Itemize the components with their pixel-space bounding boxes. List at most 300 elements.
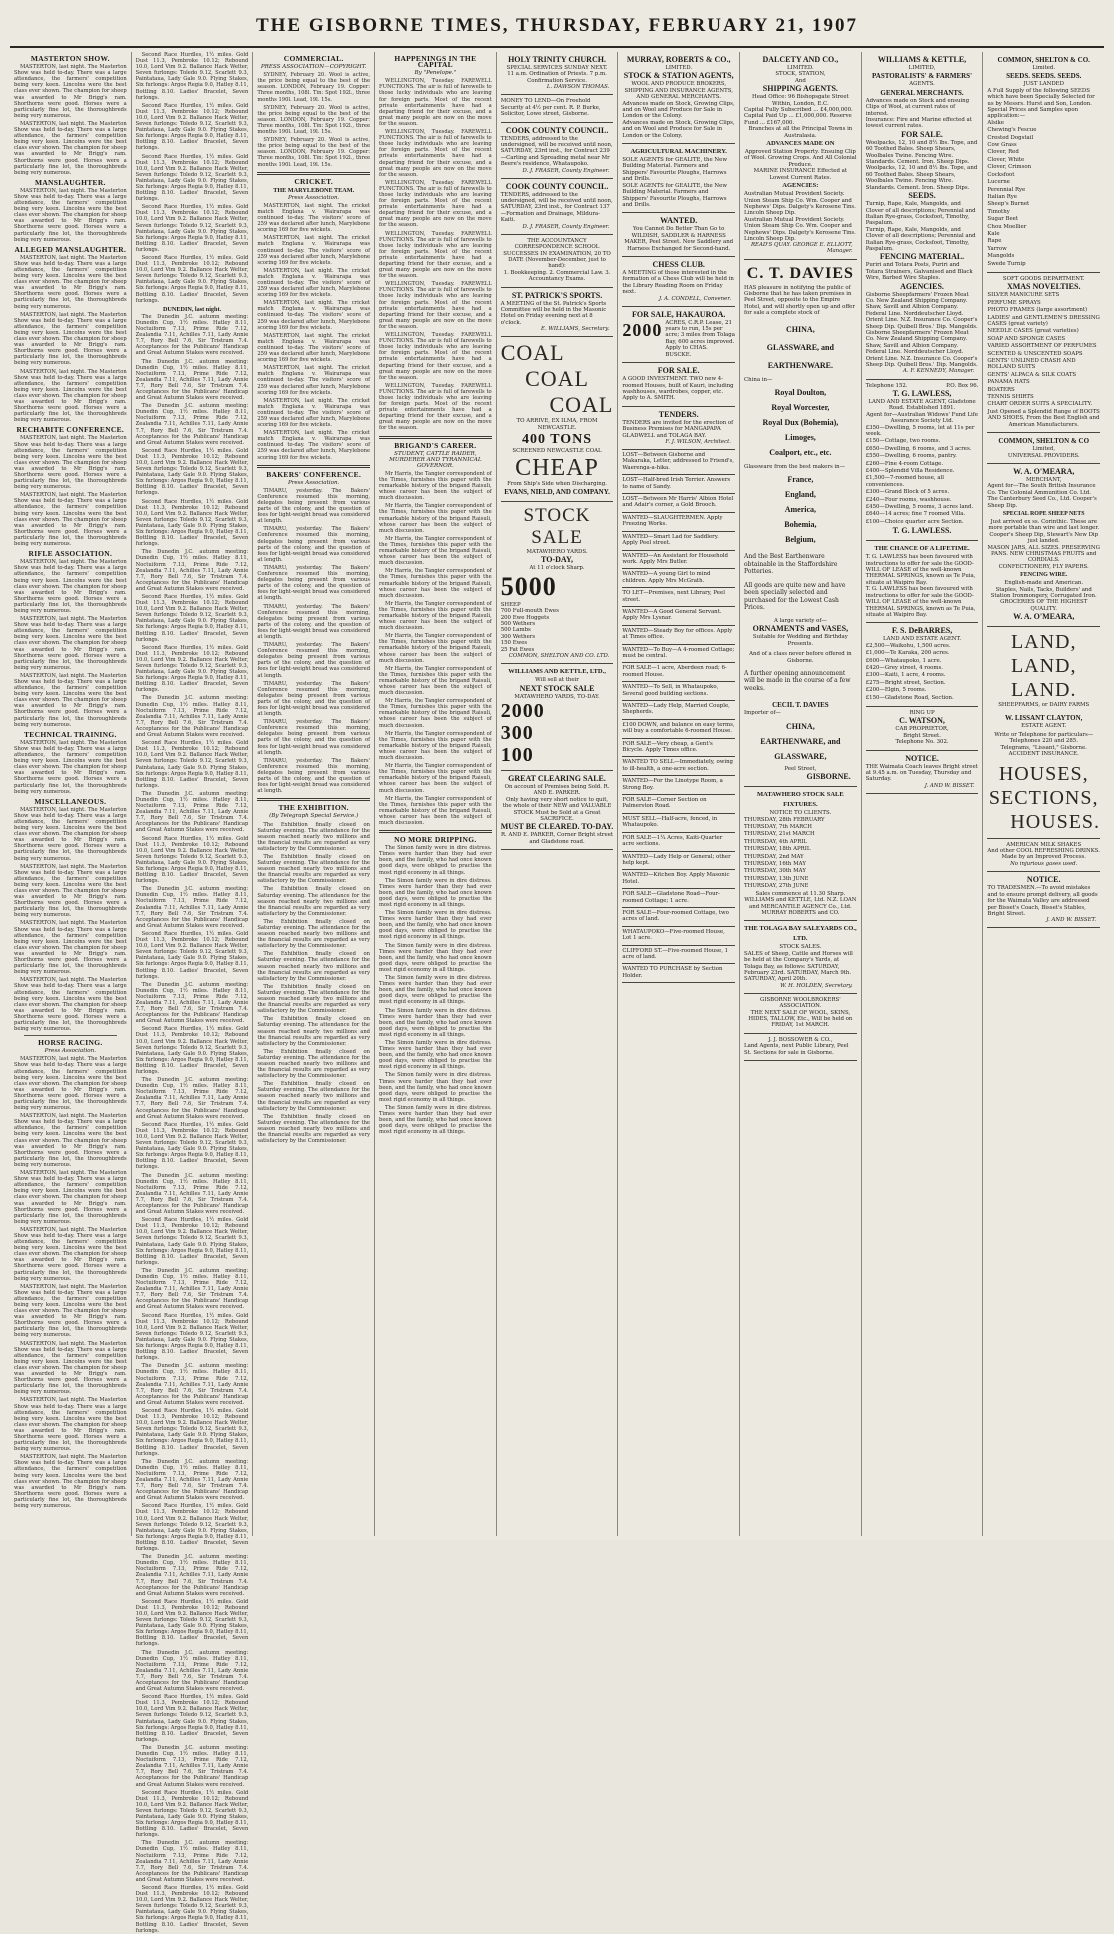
property-item: £450—Dwelling, 5 rooms, 3 acres land.: [865, 504, 974, 511]
ad-signature: L. DAWSON THOMAS.: [546, 84, 610, 91]
article-text: The Exhibition finally closed on Saturday evening. The attendance for the season reached nearly two millions and the financial results are regarded as very satisfactory by the Commissioner.: [257, 983, 371, 1015]
article-text: MASTERTON, last night. The Masterton Show was held to-day. There was a large attendance, the farmers' competition being very keen. Lincolns were the best class ever shown. The champion for sheep was awarded to Mr Brigg's ram. Shorthorns were good. Horses were a particularly fine lot, the thoroughbreds being very numerous.: [14, 64, 127, 119]
classified-ad: [622, 927, 735, 946]
ad-line: ACRES, C.R.P. Lease, 21 years to run, 15s per acre; 3 miles from Tolaga Bay, 600 acres improved. Apply to CHAS. BUSCKE.: [665, 319, 735, 358]
article-text: Second Race Hurdles, 1½ miles. Gold Dust 11.3, Pembroke 10.12; Rebound 10.0, Lord Vim 9.2. Ballance Hack Welter, Seven furlongs: Toledo 9.12, Scarlett 9.3, Paintataua, Lady Gale 9.0. Flying Stakes, Six furlongs: Argos Regia 9.0, Hatley 8.11, Bottling 8.10. Ladies' Bracelet, Seven furlongs.: [135, 447, 249, 497]
column-8: [862, 52, 984, 1536]
heading-misc: MISCELLANEOUS.: [34, 796, 107, 806]
article-text: MASTERTON, last night. The Masterton Show was held to-day. There was a large attendance, the farmers' competition being very keen. Lincolns were the best class ever shown. The champion for sheep was awarded to Mr Brigg's ram. Shorthorns were good. Horses were a particularly fine lot, the thoroughbreds being very numerous.: [14, 672, 127, 728]
classified-ad: [622, 682, 735, 701]
property-list: [866, 425, 979, 526]
ad-signature: W. A. O'MEARA,: [1013, 612, 1075, 622]
seed-item: Sheep's Burnet: [987, 201, 1030, 208]
seed-item: Perennial Rye: [987, 186, 1026, 193]
property-item: £200—Elgin, 5 rooms.: [865, 687, 927, 694]
property-item: £2,500—Waikohu, 1,500 acres.: [865, 642, 951, 649]
ad-line: China in—: [744, 376, 773, 383]
ad-title: COMMON, SHELTON & CO.: [997, 56, 1090, 64]
stock-item: 150 Ewes: [500, 640, 528, 647]
ad-title: F. S. DeBARRES,: [891, 626, 953, 636]
article-text: Second Race Hurdles, 1½ miles. Gold Dust 11.3, Pembroke 10.12; Rebound 10.0, Lord Vim 9.2. Ballance Hack Welter, Seven furlongs: Toledo 9.12, Scarlett 9.3, Paintataua, Lady Gale 9.0. Flying Stakes, Six furlongs: Argos Regia 9.0, Hatley 8.11, Bottling 8.10. Ladies' Bracelet, Seven furlongs.: [135, 204, 249, 253]
classified-text: FOR SALE—Very cheap, a Gent's Bicycle. Apply Times office.: [622, 740, 713, 754]
ad-line: ACCIDENT INSURANCE.: [1008, 751, 1079, 758]
ad-line: Glassware from the best makers in—: [744, 463, 846, 470]
article-text: WELLINGTON, Tuesday. FAREWELL FUNCTIONS. The air is full of farewells to those lucky individuals who are leaving for foreign parts. Most of the recent private entertainments have had a departing friend for their excuse, and a great many people are now on the move for the season.: [379, 179, 492, 229]
stock-item: 500 Lambs: [500, 627, 531, 634]
ad-chance-lifetime: [866, 541, 979, 623]
ad-number: 100: [500, 743, 534, 766]
ad-line: NOTICE TO CLIENTS.: [769, 810, 832, 817]
ad-cook-county-1: [501, 123, 614, 179]
ad-line: Just arrived ex ss. Corinthic. These are more portable than wire and last longer.: [988, 518, 1100, 532]
seed-item: Rape: [987, 238, 1002, 245]
goods-item: TENNIS SHIRTS: [987, 394, 1034, 401]
ad-line: MATAWHERO YARDS.: [526, 548, 588, 555]
divider: [379, 830, 492, 833]
article-text: TIMARU, yesterday. The Bakers' Conference resumed this morning, delegates being present from various parts of the colony, and the question of fees for light-weight bread was considered at length.: [257, 603, 371, 640]
ad-line: MASON JARS, ALL SIZES. PRESERVING PANS. NEW CHRISTMAS FRUITS and CORDIALS.: [987, 544, 1100, 564]
ad-line: EARTHENWARE.: [767, 360, 834, 370]
divider: [257, 172, 370, 175]
column-4: [375, 52, 497, 1536]
article-text: The Dunedin J.C. autumn meeting: Dunedin Cup, 1½ miles. Hatley 8.11, Noctuiform 7.13, Prime Ride 7.12, Zealandia 7.11, Achilles 7.11, Lady Annie 7.7, Rory Bell 7.6, Sir Tristram 7.4. Acceptances for the Publicans' Handicap and Great Autumn Stakes were received.: [135, 1458, 249, 1502]
ad-line: EARTHENWARE, and: [760, 736, 841, 746]
ad-line: NEXT STOCK SALE: [519, 683, 595, 693]
article-text: Mr Harris, the Tangier correspondent of the Times, furnishes this paper with the remarkable history of the brigand Raisuli, whose career has been the subject of much discussion.: [379, 795, 492, 826]
article-text: The Simon family were in dire distress. Times were harder than they had ever been, and the family, who had once known good days, were obliged to practise the most rigid economy in all things.: [379, 1039, 492, 1071]
ad-title: FOR SALE, HAKAUROA.: [632, 309, 726, 319]
article-text: Mr Harris, the Tangier correspondent of the Times, furnishes this paper with the remarkable history of the brigand Raisuli, whose career has been the subject of much discussion.: [379, 535, 492, 567]
goods-item: GENTS' ALPACA & SILK COATS: [987, 371, 1077, 378]
article-text: MASTERTON, last night. The cricket match Englana v. Wairarapa was continued to-day. The visitors' score of 259 was declared after lunch, Marylebone scoring 169 for five wickets.: [257, 397, 371, 429]
seed-item: Swede Turnip: [987, 260, 1026, 267]
ad-line: All goods are quite new and have been specially selected and purchased for the Lowest Cash Prices.: [744, 581, 846, 612]
article-text: MASTERTON, last night. The Masterton Show was held to-day. There was a large attendance, the farmers' competition being very keen. Lincolns were the best class ever shown. The champion for sheep was awarded to Mr Brigg's ram. Shorthorns were good. Horses were a particularly fine lot, the thoroughbreds being very numerous.: [14, 1397, 127, 1453]
article-text: Mr Harris, the Tangier correspondent of the Times, furnishes this paper with the remarkable history of the brigand Raisuli, whose career has been the subject of much discussion.: [379, 470, 492, 502]
article-text: The Dunedin J.C. autumn meeting: Dunedin Cup, 1½ miles. Hatley 8.11, Noctuiform 7.13, Prime Ride 7.12, Zealandia 7.11, Achilles 7.11, Lady Annie 7.7, Rory Bell 7.6, Sir Tristram 7.4. Acceptances for the Publicans' Handicap and Great Autumn Stakes were received.: [135, 1744, 249, 1788]
classified-text: WHATAUPOKO—Five-roomed House, Lot 1 acre.: [622, 928, 725, 942]
article-text: The Exhibition finally closed on Saturday evening. The attendance for the season reached nearly two millions and the financial results are regarded as very satisfactory by the Commissioner.: [257, 951, 371, 982]
classified-text: WANTED—Steady Boy for offices. Apply at Times office.: [622, 627, 733, 641]
ad-signature: E. WILLIAMS, Secretary.: [541, 326, 610, 333]
ad-line: A further opening announcement will be made in the course of a few weeks.: [744, 669, 851, 692]
ad-line: CHINA,: [786, 721, 815, 731]
ad-line: STOCK, STATION,: [775, 71, 826, 78]
ad-line: Cooper's Sheep Dip, Stewart's New Dip just landed.: [989, 531, 1099, 545]
property-item: £400—Splendid Villa Residence.: [865, 468, 955, 474]
ad-cheap: CHEAP: [515, 454, 599, 481]
ad-line: LIMITED.: [665, 65, 693, 71]
classified-ad: [622, 494, 735, 513]
ad-line: ESTATE AGENT.: [1021, 722, 1067, 729]
article-text: Second Race Hurdles, 1½ miles. Gold Dust 11.3, Pembroke 10.12; Rebound 10.0, Lord Vim 9.2. Ballance Hack Welter, Seven furlongs: Toledo 9.12, Scarlett 9.3, Paintataua, Lady Gale 9.0. Flying Stakes, Six furlongs: Argos Regia 9.0, Hatley 8.11, Bottling 8.10. Ladies' Bracelet, Seven furlongs.: [135, 498, 249, 548]
goods-list: [987, 292, 1100, 408]
ad-line: SHEEPFARMS, or DAIRY FARMS: [998, 702, 1090, 709]
article-text: The Dunedin J.C. autumn meeting: Dunedin Cup, 1½ miles. Hatley 8.11, Noctuiform 7.13, Prime Ride 7.12, Zealandia 7.11, Achilles 7.11, Lady Annie 7.7, Rory Bell 7.6, Sir Tristram 7.4. Acceptances for the Publicans' Handicap and Great Autumn Stakes were received.: [135, 313, 249, 357]
ad-line: Woolpacks, 12, 10 and 8½ lbs. Tope, and 60 Toothed Bales. Sheep Shears, Woolbales Twine. Fencing Wire. Standards. Cement. Iron. Sheep Dips.: [865, 139, 978, 166]
ad-title: MATAWHERO STOCK SALE FIXTURES.: [757, 791, 844, 809]
ad-clearing-sale: [501, 771, 614, 850]
ad-line: CAB PROPRIETOR,: [895, 726, 949, 733]
ad-milk-shakes: [987, 839, 1100, 873]
ad-line: A MEETING of those interested in the formation of a Chess Club will be held in the Library Reading Room on Friday next.: [622, 269, 734, 296]
property-item: £150—Gladstone Road, Section.: [865, 694, 954, 701]
ad-subtitle: FOR SALE.: [901, 129, 943, 139]
ad-investment: [622, 363, 735, 407]
article-text: The Simon family were in dire distress. Times were harder than they had ever been, and the family, who had once known good days, were obliged to practise the most rigid economy in all things.: [379, 910, 492, 941]
ad-line: HAS pleasure in notifying the public of Gisborne that he has taken premises in Peel Street, opposite to the Empire Hotel, and will shortly open up and offer for sale a complete stock of: [744, 284, 855, 317]
ad-line: Australian Mutual Provident Society. Union Steam Ship Co. Wm. Cooper and Nephews' Dips. Dalgety's Kerosene Tins. Lincoln Sheep Dip.: [744, 191, 856, 217]
seed-item: Yarrow: [987, 245, 1007, 252]
classified-text: £100 DOWN, and balance on easy terms, will buy a comfortable 6-roomed House.: [622, 721, 735, 735]
stock-item: 200 Ewe Hoggets: [500, 614, 550, 621]
ad-common-shelton-seeds: [987, 52, 1100, 273]
ad-line: SEEDS. SEEDS. SEEDS.: [1006, 72, 1082, 81]
classified-text: WANTED—Kitchen Boy. Apply Masonic Hotel.: [622, 872, 730, 885]
ad-line: Advances made on Stock and ensuing Clips of Wool, at current rates of interest.: [865, 97, 970, 117]
heading-manslaughter: MANSLAUGHTER.: [34, 177, 106, 187]
seed-item: Crested Dogstail: [987, 134, 1034, 141]
article-text: MASTERTON, last night. The cricket match Englana v. Wairarapa was continued to-day. The visitors' score of 259 was declared after lunch, Marylebone scoring 169 for five wickets.: [257, 365, 371, 396]
ad-country: France,: [787, 475, 814, 485]
article-text: TIMARU, yesterday. The Bakers' Conference resumed this morning, delegates being present from various parts of the colony, and the question of fees for light-weight bread was considered at length.: [257, 564, 371, 602]
property-item: £1,000—Te Karaka, 200 acres.: [865, 650, 950, 657]
article-text: WELLINGTON, Tuesday. FAREWELL FUNCTIONS. The air is full of farewells to those lucky individuals who are leaving for foreign parts. Most of the recent private entertainments have had a departing friend for their excuse, and a great many people are now on the move for the season.: [379, 78, 492, 127]
article-text: MASTERTON, last night. The Masterton Show was held to-day. There was a large attendance, the farmers' competition being very keen. Lincolns were the best class ever shown. The champion for sheep was awarded to Mr Brigg's ram. Shorthorns were good. Horses were a particularly fine lot, the thoroughbreds being very numerous.: [14, 1056, 127, 1112]
article-text: Second Race Hurdles, 1½ miles. Gold Dust 11.3, Pembroke 10.12; Rebound 10.0, Lord Vim 9.2. Ballance Hack Welter, Seven furlongs: Toledo 9.12, Scarlett 9.3, Paintataua, Lady Gale 9.0. Flying Stakes, Six furlongs: Argos Regia 9.0, Hatley 8.11, Bottling 8.10. Ladies' Bracelet, Seven furlongs.: [135, 1026, 249, 1075]
goods-item: PANAMA HATS: [987, 379, 1030, 386]
ad-line: SALES of Sheep, Cattle and Horses will be held at the Company's Yards, at Tolaga Bay, as follows: SATURDAY, February 23rd. SATURDAY, March 9th. SATURDAY, April 20th.: [744, 950, 853, 983]
ad-number: 2000: [622, 319, 663, 340]
article-text: WELLINGTON, Tuesday. FAREWELL FUNCTIONS. The air is full of farewells to those lucky individuals who are leaving for foreign parts. Most of the recent private entertainments have had a departing friend for their excuse, and a great many people are now on the move for the season.: [379, 129, 492, 178]
ad-line: Gisborne Sheepfarmers' Frozen Meat Co. New Zealand Shipping Company. Shaw, Savill and Albion Company. Federal Line. Norddeutscher Lloyd. Orient Line. N.Z. Insurance Co. Cooper's Sheep Dip. Quibell Bros.' Dip. Mangolds.: [865, 291, 978, 330]
article-text: TIMARU, yesterday. The Bakers' Conference resumed this morning, delegates being present from various parts of the colony, and the question of fees for light-weight bread was considered at length.: [257, 680, 371, 718]
ad-title: THE TOLAGA BAY SALEYARDS CO., LTD.: [744, 925, 857, 943]
property-item: £550—Dwelling, 6 rooms, pantry.: [865, 453, 957, 460]
ad-hakauroa: [622, 307, 735, 363]
newspaper-title: THE GISBORNE TIMES, THURSDAY, FEBRUARY 21, 1907: [255, 15, 859, 36]
article-text: The Dunedin J.C. autumn meeting: Dunedin Cup, 1½ miles. Hatley 8.11, Noctuiform 7.13, Prime Ride 7.12, Zealandia 7.11, Achilles 7.11, Lady Annie 7.7, Rory Bell 7.6, Sir Tristram 7.4. Acceptances for the Publicans' Handicap and Great Autumn Stakes were received.: [135, 1840, 249, 1883]
ad-line: TO ARRIVE, EX ILMA, FROM NEWCASTLE.: [516, 418, 598, 431]
classified-ad: [622, 852, 735, 871]
ad-notice-tradesmen: [987, 872, 1100, 928]
ad-line: CONFECTIONERY, FLY PAPERS.: [998, 563, 1089, 570]
ad-number: 5000: [500, 571, 557, 601]
ad-line: TENDERS, addressed to the undersigned, will be received until noon, SATURDAY, 23rd inst., for Contract 239—Carting and Spreading metal near Mr Beere's residence, Whataupoko.: [500, 135, 613, 168]
fixture-date: THURSDAY, 13th JUNE: [744, 875, 809, 882]
article-text: Second Race Hurdles, 1½ miles. Gold Dust 11.3, Pembroke 10.12; Rebound 10.0, Lord Vim 9.2. Ballance Hack Welter, Seven furlongs: Toledo 9.12, Scarlett 9.3, Paintataua, Lady Gale 9.0. Flying Stakes, Six furlongs: Argos Regia 9.0, Hatley 8.11, Bottling 8.10. Ladies' Bracelet, Seven furlongs.: [135, 102, 249, 152]
ad-line: GISBORNE.: [806, 772, 851, 782]
ad-stock-sale: [501, 502, 614, 664]
ad-agent: W. LISSANT CLAYTON,: [1004, 713, 1083, 722]
ad-line: SHIPPING AGENTS.: [762, 84, 838, 94]
ad-line: Limited,: [1032, 446, 1056, 453]
ad-signature: J. A. CONDELL, Convener.: [659, 295, 732, 302]
ad-tons: 400 TONS: [521, 432, 593, 448]
article-text: MASTERTON, last night. The Masterton Show was held to-day. There was a large attendance, the farmers' competition being very keen. Lincolns were the best class ever shown. The champion for sheep was awarded to Mr Brigg's ram. Shorthorns were good. Horses were a particularly fine lot, the thoroughbreds being very numerous.: [14, 739, 127, 795]
classified-text: MUST SELL—Half-acre, fenced, in Whataupoko.: [622, 815, 718, 829]
ad-line: TENDERS are invited for the erection of Business Premises for MANGAPAPA GLADWELL and TOLAGA BAY.: [622, 419, 734, 439]
classifieds-list: [622, 450, 735, 983]
ad-notice-coach: [866, 751, 979, 794]
ad-title: COOK COUNTY COUNCIL.: [505, 181, 609, 191]
column-2: [132, 52, 254, 1934]
fixture-date: THURSDAY, 16th MAY: [744, 861, 806, 868]
article-text: Second Race Hurdles, 1½ miles. Gold Dust 11.3, Pembroke 10.12; Rebound 10.0, Lord Vim 9.2. Ballance Hack Welter, Seven furlongs: Toledo 9.12, Scarlett 9.3, Paintataua, Lady Gale 9.0. Flying Stakes, Six furlongs: Argos Regia 9.0, Hatley 8.11, Bottling 8.10. Ladies' Bracelet, Seven furlongs.: [135, 1598, 249, 1648]
ad-line: SUCCESSES IN EXAMINATION, 20 TO DATE (November-December, just to hand):: [503, 250, 611, 270]
seed-item: Clover, Crimson: [987, 164, 1032, 171]
ad-line: Head Office: 96 Bishopsgate Street Within, London, E.C.: [752, 94, 849, 107]
ad-ct-davies: [744, 260, 857, 788]
ad-land: [987, 627, 1100, 838]
ad-lawless: [866, 380, 979, 542]
article-text: MASTERTON, last night. The cricket match Englana v. Wairarapa was continued to-day. The visitors' score of 259 was declared after lunch, Marylebone scoring 169 for five wickets.: [257, 332, 371, 364]
heading-cricket: CRICKET.: [294, 176, 334, 186]
seed-item: Lucerne: [987, 179, 1010, 186]
fixture-dates: [744, 817, 857, 890]
classified-ad: [622, 720, 735, 739]
article-text: Second Race Hurdles, 1½ miles. Gold Dust 11.3, Pembroke 10.12; Rebound 10.0, Lord Vim 9.2. Ballance Hack Welter, Seven furlongs: Toledo 9.12, Scarlett 9.3, Paintataua, Lady Gale 9.0. Flying Stakes, Six furlongs: Argos Regia 9.0, Hatley 8.11, Bottling 8.10. Ladies' Bracelet, Seven furlongs.: [135, 1885, 249, 1934]
goods-item: PERFUME SPRAYS: [987, 299, 1041, 306]
classified-text: WANTED—Smart Lad for Saddlery. Apply Peel street.: [622, 533, 719, 547]
ad-line: Insurance: Fire and Marine effected at lowest current rates.: [865, 117, 972, 130]
ad-line: 11 a.m. Ordination of Priests. 7 p.m. Confirmation Service.: [507, 71, 607, 84]
classified-text: FOR SALE—1¼ Acres, Kaiti-Quarter acre sections.: [622, 834, 723, 848]
property-item: £300—Kaiti, 1 acre, 4 rooms.: [865, 672, 946, 679]
article-text: Second Race Hurdles, 1½ miles. Gold Dust 11.3, Pembroke 10.12; Rebound 10.0, Lord Vim 9.2. Ballance Hack Welter, Seven furlongs: Toledo 9.12, Scarlett 9.3, Paintataua, Lady Gale 9.0. Flying Stakes, Six furlongs: Argos Regia 9.0, Hatley 8.11, Bottling 8.10. Ladies' Bracelet, Seven furlongs.: [135, 1789, 249, 1839]
ad-accountancy: [501, 235, 614, 288]
article-text: MASTERTON, last night. The cricket match Englana v. Wairarapa was continued to-day. The visitors' score of 259 was declared after lunch, Marylebone scoring 169 for five wickets.: [257, 430, 371, 461]
property-item: £240—Four rooms, washhouse.: [865, 496, 952, 503]
ad-line: PASTORALISTS' & FARMERS': [872, 72, 973, 81]
article-text: The Dunedin J.C. autumn meeting: Dunedin Cup, 1½ miles. Hatley 8.11, Noctuiform 7.13, Prime Ride 7.12, Zealandia 7.11, Achilles 7.11, Lady Annie 7.7, Rory Bell 7.6, Sir Tristram 7.4. Acceptances for the Publicans' Handicap and Great Autumn Stakes were received.: [135, 1172, 249, 1216]
divider: [24, 1035, 117, 1036]
goods-item: SCENTED & UNSCENTED SOAPS: [987, 350, 1083, 357]
ad-line: A GOOD INVESTMENT. TWO new 4-roomed Houses, built of Kauri, including washhouses, wardrobes, copper, etc. Apply to A. SMITH.: [622, 376, 734, 402]
ad-title: GISBORNE WOOLBROKERS' ASSOCIATION.: [760, 996, 841, 1010]
ad-omeara: [987, 464, 1100, 627]
classified-ad: [622, 833, 735, 852]
fixture-date: THURSDAY, 28th FEBRUARY: [744, 816, 825, 823]
ad-line: Only having very short notice to quit, the whole of their NEW and VALUABLE STOCK Must be Sold at a Great SACRIFICE.: [502, 796, 612, 822]
article-text: MASTERTON, last night. The Masterton Show was held to-day. There was a large attendance, the farmers' competition being very keen. Lincolns were the best class ever shown. The champion for sheep was awarded to Mr Brigg's ram. Shorthorns were good. Horses were a particularly fine lot, the thoroughbreds being very numerous.: [14, 1226, 127, 1282]
article-text: Second Race Hurdles, 1½ miles. Gold Dust 11.3, Pembroke 10.12; Rebound 10.0, Lord Vim 9.2. Ballance Hack Welter, Seven furlongs: Toledo 9.12, Scarlett 9.3, Paintataua, Lady Gale 9.0. Flying Stakes, Six furlongs: Argos Regia 9.0, Hatley 8.11, Bottling 8.10. Ladies' Bracelet, Seven furlongs.: [135, 930, 249, 980]
heading-dunedin: DUNEDIN, last night.: [162, 305, 222, 313]
seeds-list: [987, 120, 1100, 267]
classified-ad: [622, 870, 735, 889]
article-text: The Simon family were in dire distress. Times were harder than they had ever been, and the family, who had once known good days, were obliged to practise the most rigid economy in all things.: [379, 845, 492, 876]
ad-title: C. WATSON,: [899, 716, 945, 726]
ad-title: NOTICE.: [1026, 875, 1061, 885]
ad-line: MUST BE CLEARED. TO-DAY.: [500, 822, 614, 832]
classified-ad: [622, 551, 735, 570]
article-text: The Dunedin J.C. autumn meeting: Dunedin Cup, 1½ miles. Hatley 8.11, Noctuiform 7.13, Prime Ride 7.12, Zealandia 7.11, Achilles 7.11, Lady Annie 7.7, Rory Bell 7.6, Sir Tristram 7.4. Acceptances for the Publicans' Handicap and Great Autumn Stakes were received.: [135, 1649, 249, 1693]
ad-line: Agent for—Australian Widows' Fund Life Assurance Society Ltd.: [866, 411, 978, 425]
ad-signature: R. AND E. PARKER, Corner Bright street and Gladstone road.: [501, 832, 614, 845]
byline: By "Penelope.": [414, 70, 457, 77]
ad-line: Advances made on Stock, Growing Clips, and on Wool and Produce for Sale in London or the Colony.: [622, 100, 735, 120]
ad-dalgety: [744, 52, 857, 260]
ad-line: T. G. LAWLESS has been favoured with instructions to offer for sale the GOOD-WILL OF LEASE of the well-known THERMAL SPRINGS, known as Te Puia, situate at Waipiro Bay.: [865, 586, 976, 618]
article-text: MASTERTON, last night. The Masterton Show was held to-day. There was a large attendance, the farmers' competition being very keen. Lincolns were the best class ever shown. The champion for sheep was awarded to Mr Brigg's ram. Shorthorns were good. Horses were a particularly fine lot, the thoroughbreds being very numerous.: [14, 492, 127, 548]
classified-text: FOR SALE—Four-roomed Cottage, two acres of land.: [622, 909, 729, 923]
ad-line: ORNAMENTS and VASES,: [752, 624, 849, 634]
ad-signature: T. G. LAWLESS.: [892, 526, 952, 536]
subheading: PRESS ASSOCIATION—COPYRIGHT.: [260, 64, 367, 71]
article-text: The Exhibition finally closed on Saturday evening. The attendance for the season reached nearly two millions and the financial results are regarded as very satisfactory by the Commissioner.: [257, 1113, 371, 1145]
ad-signature: D. J. FRASER, County Engineer.: [522, 167, 610, 174]
article-text: MASTERTON, last night. The Masterton Show was held to-day. There was a large attendance, the farmers' competition being very keen. Lincolns were the best class ever shown. The champion for sheep was awarded to Mr Brigg's ram. Shorthorns were good. Horses were a particularly fine lot, the thoroughbreds being very numerous.: [14, 120, 127, 176]
classified-text: LOST—Between Gisborne and Makaraka, Letter, addressed to Friend's, Waerenga-a-hika.: [622, 452, 734, 471]
article-text: Second Race Hurdles, 1½ miles. Gold Dust 11.3, Pembroke 10.12; Rebound 10.0, Lord Vim 9.2. Ballance Hack Welter, Seven furlongs: Toledo 9.12, Scarlett 9.3, Paintataua, Lady Gale 9.0. Flying Stakes, Six furlongs: Argos Regia 9.0, Hatley 8.11, Bottling 8.10. Ladies' Bracelet, Seven furlongs.: [135, 255, 249, 304]
ad-line: MATAWHERO YARDS, TO-DAY.: [514, 693, 600, 700]
property-item: £650—Dwelling, 6 rooms, and 3 acres.: [865, 445, 972, 452]
classified-text: WANTED—SLAUGHTERMEN. Apply Freezing Works.: [622, 514, 723, 528]
article-text: TIMARU, yesterday. The Bakers' Conference resumed this morning, delegates being present from various parts of the colony, and the question of fees for light-weight bread was considered at length.: [257, 719, 371, 756]
article-text: Mr Harris, the Tangier correspondent of the Times, furnishes this paper with the remarkable history of the brigand Raisuli, whose career has been the subject of much discussion.: [379, 730, 492, 762]
classified-ad: [622, 795, 735, 814]
classified-ad: [622, 908, 735, 927]
ad-line: A Full Supply of the following SEEDS which have been Specially Selected for us by Messrs. Hurst and Son, London. Special Prices and Samples upon application:—: [987, 87, 1095, 120]
ad-line: Bright Street.: [903, 732, 941, 739]
goods-item: VARIED ASSORTMENT OF PERFUMES: [987, 343, 1097, 350]
ad-subtitle: FENCING MATERIAL.: [879, 252, 965, 262]
ad-coal: [501, 337, 614, 502]
article-text: The Exhibition finally closed on Saturday evening. The attendance for the season reached nearly two millions and the financial results are regarded as very satisfactory by the Commissioner.: [257, 918, 371, 950]
ad-title: GREAT CLEARING SALE.: [508, 773, 606, 783]
classified-ad: [622, 776, 735, 795]
ad-title: HOUSES.: [1010, 810, 1101, 833]
column-5: [497, 52, 619, 1536]
ad-title: ST. PATRICK'S SPORTS.: [511, 290, 603, 300]
ad-line: And: [794, 77, 806, 84]
article-text: The Dunedin J.C. autumn meeting: Dunedin Cup, 1½ miles. Hatley 8.11, Noctuiform 7.13, Prime Ride 7.12, Zealandia 7.11, Achilles 7.11, Lady Annie 7.7, Rory Bell 7.6, Sir Tristram 7.4. Acceptances for the Publicans' Handicap and Great Autumn Stakes were received.: [135, 886, 249, 929]
ad-line: GROCERIES OF THE HIGHEST QUALITY.: [1000, 599, 1088, 612]
article-text: Second Race Hurdles, 1½ miles. Gold Dust 11.3, Pembroke 10.12; Rebound 10.0, Lord Vim 9.2. Ballance Hack Welter, Seven furlongs: Toledo 9.12, Scarlett 9.3, Paintataua, Lady Gale 9.0. Flying Stakes, Six furlongs: Argos Regia 9.0, Hatley 8.11, Bottling 8.10. Ladies' Bracelet, Seven furlongs.: [135, 1312, 249, 1362]
ad-line: SOLE AGENTS for GEALITE, the New Building Material. Farmers and Shippers' Favourite Ploughs, Harrows and Drills.: [622, 157, 727, 183]
property-item: £275—Bright street, Section.: [865, 679, 946, 686]
article-text: Mr Harris, the Tangier correspondent of the Times, furnishes this paper with the remarkable history of the brigand Raisuli, whose career has been the subject of much discussion.: [379, 568, 492, 599]
ad-line: Capital Fully Subscribed ... £4,000,000. Capital Paid Up ... £1,000,000. Reserve Fund ... £167,000.: [744, 107, 853, 126]
article-text: The Simon family were in dire distress. Times were harder than they had ever been, and the family, who had once known good days, were obliged to practise the most rigid economy in all things.: [379, 942, 492, 973]
article-text: MASTERTON, last night. The cricket match Englana v. Wairarapa was continued to-day. The visitors' score of 259 was declared after lunch, Marylebone scoring 169 for five wickets.: [257, 267, 371, 299]
classified-ad: [622, 663, 735, 682]
ad-signature: CECIL T. DAVIES: [772, 701, 829, 710]
column-1: [10, 52, 132, 1536]
ad-brand: Coalport, etc., etc.: [769, 447, 832, 457]
ad-title: COOK COUNTY COUNCIL.: [505, 125, 609, 135]
ad-subtitle: AGENCIES:: [782, 182, 819, 190]
classified-text: WANTED—To Buy—A 4-roomed Cottage; must be central.: [622, 646, 735, 659]
article-text: The Simon family were in dire distress. Times were harder than they had ever been, and the family, who had once known good days, were obliged to practise the most rigid economy in all things.: [379, 975, 492, 1006]
ad-title: FOR SALE.: [657, 366, 700, 376]
coal-word: COAL: [500, 340, 565, 366]
ad-line: Australian Mutual Provident Society. Union Steam Ship Co. Wm. Cooper and Nephews' Dips. Dalgety's Kerosene Tins. Lincoln Sheep Dip.: [744, 216, 856, 242]
ad-line: LIMITED,: [908, 65, 936, 71]
seed-item: Chewing's Fescue: [987, 127, 1037, 134]
ad-agricultural: [622, 144, 735, 213]
classified-text: WANTED—To Sell, in Whataupoko, Several good building sections.: [622, 684, 719, 697]
column-9: [983, 52, 1104, 1536]
article-text: MASTERTON, last night. The Masterton Show was held to-day. There was a large attendance, the farmers' competition being very keen. Lincolns were the best class ever shown. The champion for sheep was awarded to Mr Brigg's ram. Shorthorns were good. Horses were a particularly fine lot, the thoroughbreds being very numerous.: [14, 435, 127, 491]
ad-title: STOCK SALE: [523, 504, 591, 548]
ad-title: THE CHANCE OF A LIFETIME.: [874, 545, 970, 553]
classified-ad: [622, 814, 735, 833]
heading-horse-racing: HORSE RACING.: [38, 1038, 103, 1048]
article-text: MASTERTON, last night. The Masterton Show was held to-day. There was a large attendance, the farmers' competition being very keen. Lincolns were the best class ever shown. The champion for sheep was awarded to Mr Brigg's ram. Shorthorns were good. Horses were a particularly fine lot, the thoroughbreds being very numerous.: [14, 1454, 127, 1509]
ad-williams-kettle-sale: [501, 664, 614, 771]
subheading: STUDENT, CATTLE RAIDER, MURDERER AND TYRANNICAL GOVERNOR.: [389, 450, 482, 469]
ad-line: And the Best Earthenware obtainable in the Staffordshire Potteries.: [744, 553, 838, 576]
ad-line: On account of Premises being Sold. R. AND E. PARKER.: [504, 783, 610, 797]
article-text: MASTERTON, last night. The Masterton Show was held to-day. There was a large attendance, the farmers' competition being very keen. Lincolns were the best class ever shown. The champion for sheep was awarded to Mr Brigg's ram. Shorthorns were good. Horses were a particularly fine lot, the thoroughbreds being very numerous.: [14, 806, 127, 862]
classified-ad: [622, 607, 735, 626]
ad-line: And of a class never before offered in Gisborne.: [749, 651, 852, 664]
ad-line: Telegrams, "Lissant," Gisborne.: [1000, 744, 1087, 751]
ad-line: RING UP: [909, 709, 935, 716]
heading-exhibition: THE EXHIBITION.: [278, 803, 349, 813]
ad-title: AGRICULTURAL MACHINERY.: [630, 148, 727, 156]
article-text: MASTERTON, last night. The Masterton Show was held to-day. There was a large attendance, the farmers' competition being very keen. Lincolns were the best class ever shown. The champion for sheep was awarded to Mr Brigg's ram. Shorthorns were good. Horses were a particularly fine lot, the thoroughbreds being very numerous.: [14, 368, 127, 424]
ad-title: WILLIAMS & KETTLE,: [877, 55, 967, 64]
ad-body: [622, 320, 735, 358]
ad-line: At 11 o'clock Sharp.: [529, 565, 585, 572]
ad-title: CHESS CLUB.: [652, 259, 705, 269]
classified-ad: [622, 513, 735, 532]
property-item: £300—Grand Block of 5 acres.: [865, 489, 950, 496]
property-item: £260—Fine 4-room Cottage.: [865, 460, 944, 467]
ad-title: W. A. O'MEARA,: [1013, 466, 1075, 476]
article-text: TIMARU, yesterday. The Bakers' Conference resumed this morning, delegates being present from various parts of the colony, and the question of fees for light-weight bread was considered at length.: [257, 757, 371, 795]
article-text: MASTERTON, last night. The Masterton Show was held to-day. There was a large attendance, the farmers' competition being very keen. Lincolns were the best class ever shown. The champion for sheep was awarded to Mr Brigg's ram. Shorthorns were good. Horses were a particularly fine lot, the thoroughbreds being very numerous.: [14, 559, 127, 614]
ad-line: Write or Telephone for particulars—: [994, 732, 1094, 739]
classified-text: WANTED—For the Linotype Room, a Strong Boy.: [622, 778, 723, 791]
goods-item: NEEDLE CASES (great varieties): [987, 328, 1079, 335]
classified-text: WANTED—An Assistant for Household work. Apply Mrs Butler.: [622, 552, 729, 565]
ad-company: EVANS, NIELD, AND COMPANY.: [504, 487, 610, 496]
article-text: The Exhibition finally closed on Saturday evening. The attendance for the season reached nearly two millions and the financial results are regarded as very satisfactory by the Commissioner.: [257, 853, 371, 885]
divider: [257, 465, 370, 468]
ad-subtitle: AGENCIES.: [900, 281, 944, 291]
article-text: Second Race Hurdles, 1½ miles. Gold Dust 11.3, Pembroke 10.12; Rebound 10.0, Lord Vim 9.2. Ballance Hack Welter, Seven furlongs: Toledo 9.12, Scarlett 9.3, Paintataua, Lady Gale 9.0. Flying Stakes, Six furlongs: Argos Regia 9.0, Hatley 8.11, Bottling 8.10. Ladies' Bracelet, Seven furlongs.: [135, 644, 249, 694]
property-list: [866, 643, 979, 701]
article-text: Second Race Hurdles, 1½ miles. Gold Dust 11.3, Pembroke 10.12; Rebound 10.0, Lord Vim 9.2. Ballance Hack Welter, Seven furlongs: Toledo 9.12, Scarlett 9.3, Paintataua, Lady Gale 9.0. Flying Stakes, Six furlongs: Argos Regia 9.0, Hatley 8.11, Bottling 8.10. Ladies' Bracelet, Seven furlongs.: [135, 1407, 249, 1457]
ad-line: A large variety of—: [773, 617, 827, 624]
article-text: The Dunedin J.C. autumn meeting: Dunedin Cup, 1½ miles. Hatley 8.11, Noctuiform 7.13, Prime Ride 7.12, Zealandia 7.11, Achilles 7.11, Lady Annie 7.7, Rory Bell 7.6, Sir Tristram 7.4. Acceptances for the Publicans' Handicap and Great Autumn Stakes were received.: [135, 790, 249, 834]
ad-tenders: [622, 407, 735, 450]
fixture-date: THURSDAY, 27th JUNE: [744, 883, 809, 890]
ad-line: GLASSWARE,: [774, 751, 827, 761]
article-text: The Dunedin J.C. autumn meeting: Dunedin Cup, 1½ miles. Hatley 8.11, Noctuiform 7.13, Prime Ride 7.12, Zealandia 7.11, Achilles 7.11, Lady Annie 7.7, Rory Bell 7.6, Sir Tristram 7.4. Acceptances for the Publicans' Handicap and Great Autumn Stakes were received.: [135, 1267, 249, 1311]
article-text: The Simon family were in dire distress. Times were harder than they had ever been, and the family, who had once known good days, were obliged to practise the most rigid economy in all things.: [379, 1104, 492, 1136]
ad-line: Land Agents, next Public Library, Peel St. Sections for sale in Gisborne.: [744, 1043, 849, 1056]
seed-item: Sugar Beet: [987, 216, 1019, 223]
property-item: £150—Cottage, two rooms.: [865, 438, 941, 445]
ad-brand: Royal Dux (Bohemia),: [762, 417, 839, 427]
fixture-date: THURSDAY, 30th MAY: [744, 868, 806, 875]
article-text: The Dunedin J.C. autumn meeting: Dunedin Cup, 1½ miles. Hatley 8.11, Noctuiform 7.13, Prime Ride 7.12, Zealandia 7.11, Achilles 7.11, Lady Annie 7.7, Rory Bell 7.6, Sir Tristram 7.4. Acceptances for the Publicans' Handicap and Great Autumn Stakes were received.: [135, 1077, 249, 1120]
classified-ad: [622, 739, 735, 758]
article-text: WELLINGTON, Tuesday. FAREWELL FUNCTIONS. The air is full of farewells to those lucky individuals who are leaving for foreign parts. Most of the recent private entertainments have had a departing friend for their excuse, and a great many people are now on the move for the season.: [379, 281, 492, 330]
ad-title: WILLIAMS AND KETTLE, LTD.,: [508, 668, 606, 676]
heading-technical: TECHNICAL TRAINING.: [24, 729, 117, 739]
ad-line: STOCK SALES.: [779, 944, 822, 951]
divider: [257, 798, 370, 801]
ad-signature: F. J. WILSON, Architect.: [665, 438, 732, 445]
article-text: Second Race Hurdles, 1½ miles. Gold Dust 11.3, Pembroke 10.12; Rebound 10.0, Lord Vim 9.2. Ballance Hack Welter, Seven furlongs: Toledo 9.12, Scarlett 9.3, Paintataua, Lady Gale 9.0. Flying Stakes, Six furlongs: Argos Regia 9.0, Hatley 8.11, Bottling 8.10. Ladies' Bracelet, Seven furlongs.: [135, 835, 249, 885]
property-item: £420—Grey street, 4 rooms.: [865, 664, 943, 671]
article-text: Second Race Hurdles, 1½ miles. Gold Dust 11.3, Pembroke 10.12; Rebound 10.0, Lord Vim 9.2. Ballance Hack Welter, Seven furlongs: Toledo 9.12, Scarlett 9.3, Paintataua, Lady Gale 9.0. Flying Stakes, Six furlongs: Argos Regia 9.0, Hatley 8.11, Bottling 8.10. Ladies' Bracelet, Seven furlongs.: [135, 1217, 249, 1266]
